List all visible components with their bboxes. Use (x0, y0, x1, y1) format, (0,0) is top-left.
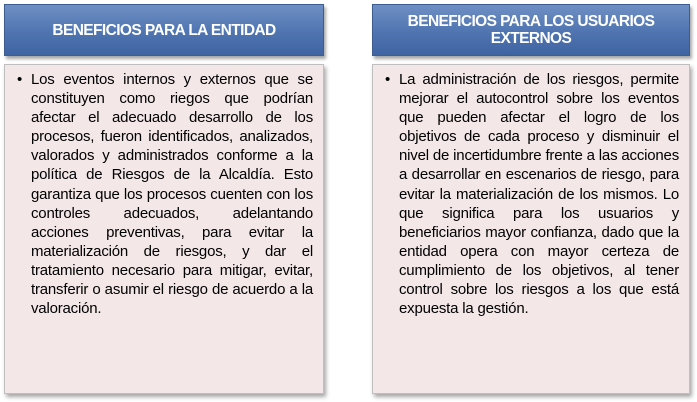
entity-benefits-text: Los eventos internos y externos que se constituyen como riegos que podrían afectar el adecuado desarrollo de los procesos, fueron identificados, analizados, valorados y administrados conforme a la política de Riesgos de la Alcaldía. Esto garantiza que los procesos cuenten con los controles adecuados, adelantando acciones preventivas, para evitar la materialización de riesgos, y dar el tratamiento necesario para mitigar, evitar, transferir o asumir el riesgo de acuerdo a la valoración. (31, 71, 313, 318)
entity-benefits-header (4, 4, 324, 56)
entity-benefits-title: BENEFICIOS PARA LA ENTIDAD (52, 21, 276, 39)
external-users-benefits-panel (372, 4, 690, 394)
external-users-benefits-item (385, 70, 679, 318)
external-users-benefits-text: La administración de los riesgos, permite mejorar el autocontrol sobre los eventos que pueden afectar el logro de los objetivos de cada proceso y disminuir el nivel de incertidumbre frente a las acciones a desarrollar en escenarios de riesgo, para evitar la materialización de los mismos. Lo que significa para los usuarios y beneficiarios mayor confianza, dado que la entidad opera con mayor certeza de cumplimiento de los objetivos, al tener control sobre los riesgos a los que está expuesta la gestión. (399, 71, 679, 318)
external-users-benefits-title: BENEFICIOS PARA LOS USUARIOS EXTERNOS (407, 13, 655, 47)
external-users-benefits-header (372, 4, 690, 56)
external-users-benefits-body (372, 64, 690, 394)
entity-benefits-panel (4, 4, 324, 394)
entity-benefits-item (17, 70, 313, 318)
bullet-icon: • (385, 71, 391, 88)
bullet-icon: • (17, 71, 23, 88)
entity-benefits-body (4, 64, 324, 394)
